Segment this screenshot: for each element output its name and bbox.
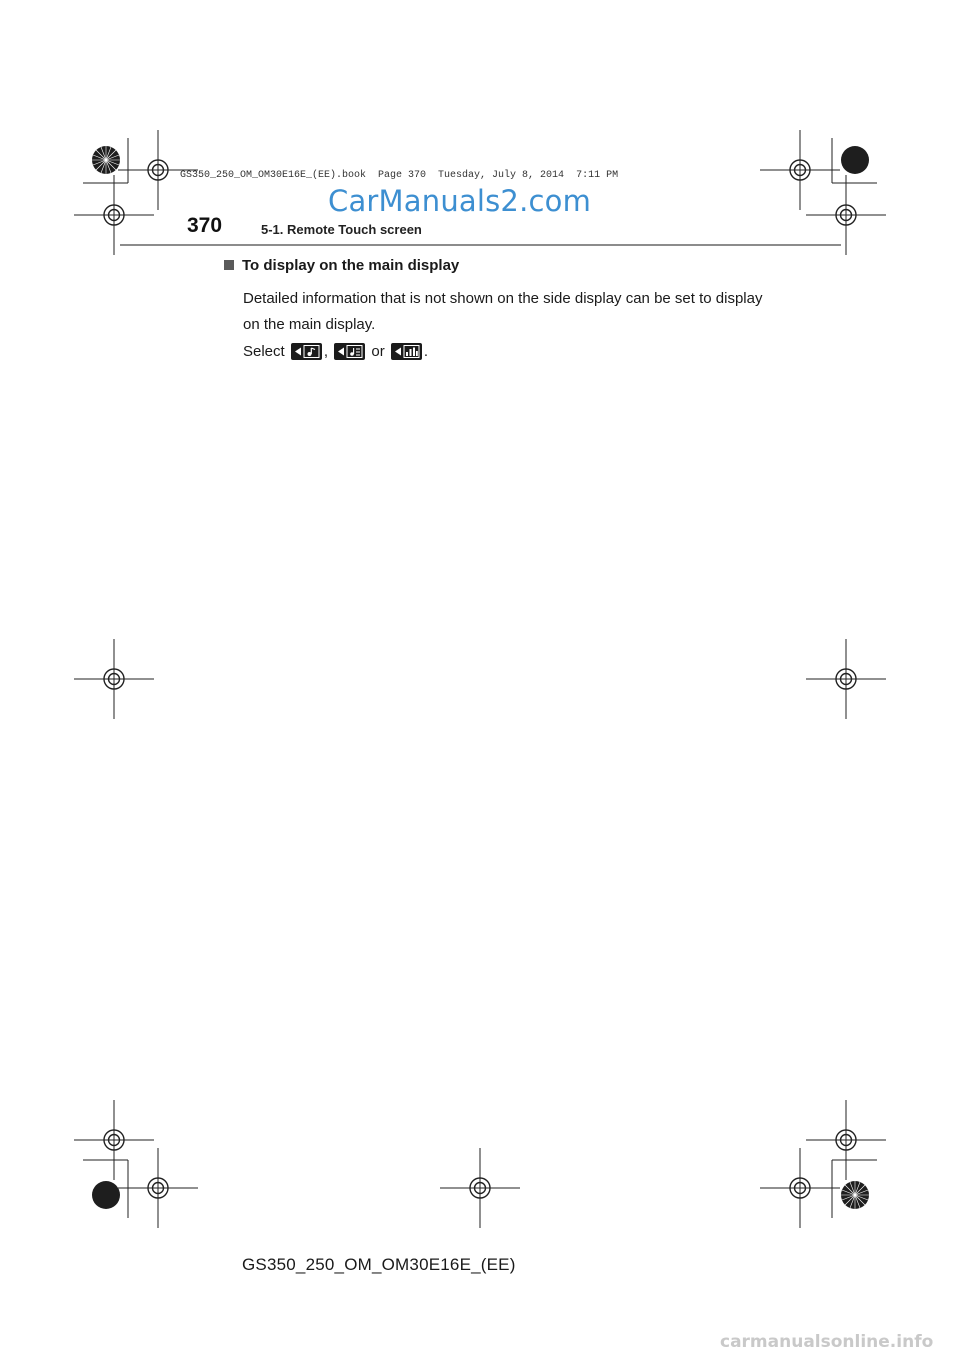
section-title: 5-1. Remote Touch screen (261, 222, 422, 237)
select-period: . (423, 343, 429, 360)
sub-heading-text: To display on the main display (242, 257, 460, 274)
page-number: 370 (187, 214, 223, 237)
footer-code: GS350_250_OM_OM30E16E_(EE) (242, 1255, 516, 1274)
sub-heading (224, 257, 459, 274)
watermark-text: CarManuals2.com (328, 184, 592, 218)
book-info-line: GS350_250_OM_OM30E16E_(EE).book Page 370 Tuesday, July 8, 2014 7:11 PM (180, 170, 619, 181)
audio-text-side-icon (334, 343, 365, 360)
select-prefix: Select (243, 343, 285, 360)
body-paragraph: Detailed information that is not shown on the side display can be set to display on the main display. (243, 290, 763, 333)
audio-note-side-icon (291, 343, 322, 360)
header-rule (120, 244, 841, 246)
select-comma: , (323, 343, 329, 360)
square-bullet-icon (224, 260, 234, 270)
select-or: or (371, 343, 385, 360)
footer-site-watermark: carmanualsonline.info (720, 1332, 934, 1352)
audio-equalizer-side-icon (391, 343, 422, 360)
select-instruction (243, 343, 428, 360)
